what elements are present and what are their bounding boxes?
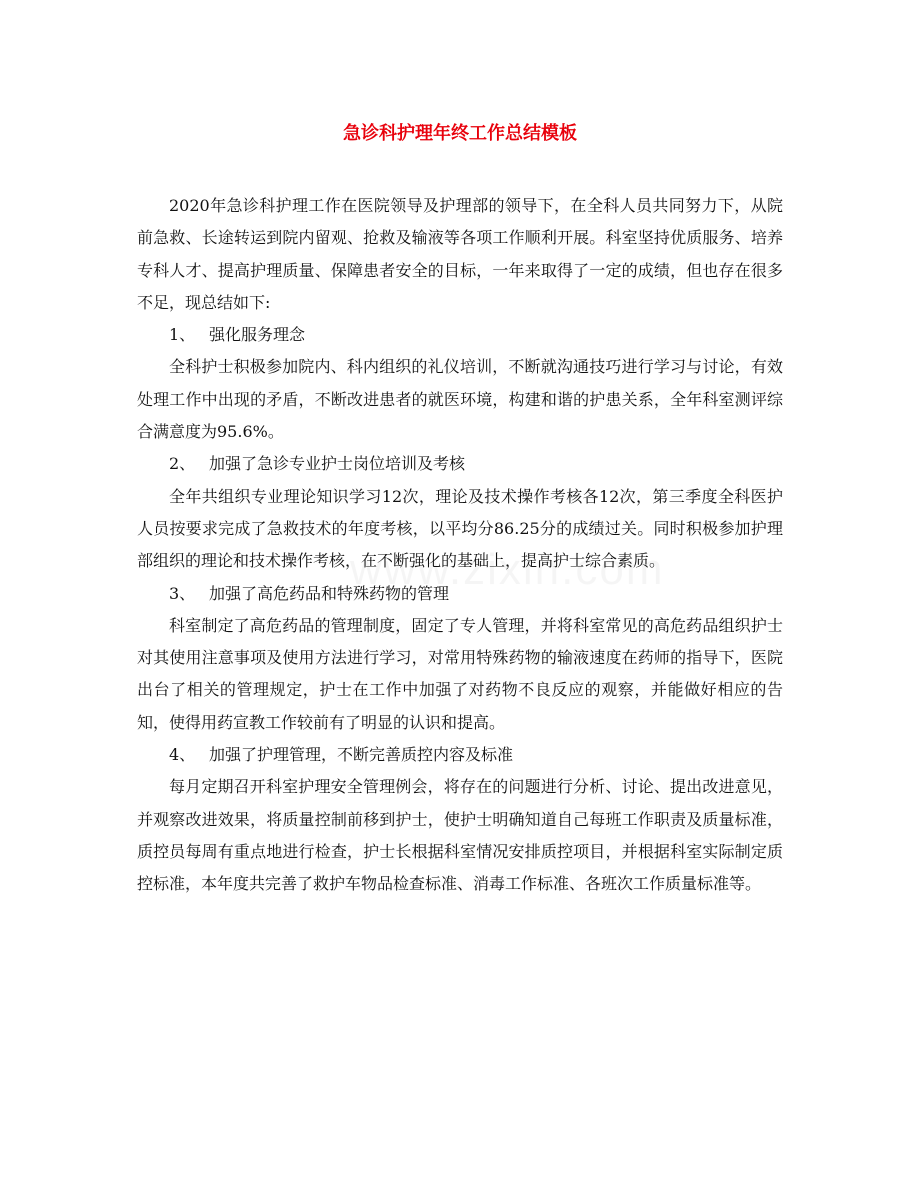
section-heading-3 xyxy=(137,578,783,610)
section-number: 3、 xyxy=(169,583,196,603)
section-body-4: 每月定期召开科室护理安全管理例会，将存在的问题进行分析、讨论、提出改进意见，并观察改进效果，将质量控制前移到护士，使护士明确知道自己每班工作职责及质量标准，质控员每周有重点地进行检查，护士长根据科室情况安排质控项目，并根据科室实际制定质控标准，本年度共完善了救护车物品检查标准、消毒工作标准、各班次工作质量标准等。 xyxy=(137,777,783,894)
section-heading-text: 加强了护理管理，不断完善质控内容及标准 xyxy=(209,745,514,765)
document-body xyxy=(137,190,783,901)
section-body-2: 全年共组织专业理论知识学习12次，理论及技术操作考核各12次，第三季度全科医护人员按要求完成了急救技术的年度考核，以平均分86.25分的成绩过关。同时积极参加护理部组织的理论和技术操作考核，在不断强化的基础上，提高护士综合素质。 xyxy=(137,486,783,571)
section-heading-text: 加强了高危药品和特殊药物的管理 xyxy=(209,583,450,603)
intro-paragraph: 2020年急诊科护理工作在医院领导及护理部的领导下，在全科人员共同努力下，从院前急救、长途转运到院内留观、抢救及输液等各项工作顺利开展。科室坚持优质服务、培养专科人才、提高护理质量、保障患者安全的目标，一年来取得了一定的成绩，但也存在很多不足，现总结如下: xyxy=(137,196,783,312)
section-heading-1 xyxy=(137,319,783,351)
section-heading-4 xyxy=(137,739,783,771)
section-body-3: 科室制定了高危药品的管理制度，固定了专人管理，并将科室常见的高危药品组织护士对其使用注意事项及使用方法进行学习，对常用特殊药物的输液速度在药师的指导下，医院出台了相关的管理规定，护士在工作中加强了对药物不良反应的观察，并能做好相应的告知，使得用药宣教工作较前有了明显的认识和提高。 xyxy=(137,615,783,732)
section-heading-2 xyxy=(137,448,783,480)
section-heading-text: 加强了急诊专业护士岗位培训及考核 xyxy=(209,454,466,474)
section-heading-text: 强化服务理念 xyxy=(209,325,306,345)
section-number: 4、 xyxy=(169,745,196,765)
section-number: 2、 xyxy=(169,454,196,474)
document-title: 急诊科护理年终工作总结模板 xyxy=(343,123,577,144)
section-number: 1、 xyxy=(169,325,196,345)
section-body-1: 全科护士积极参加院内、科内组织的礼仪培训，不断就沟通技巧进行学习与讨论，有效处理工作中出现的矛盾，不断改进患者的就医环境，构建和谐的护患关系，全年科室测评综合满意度为95.6%。 xyxy=(137,357,783,442)
